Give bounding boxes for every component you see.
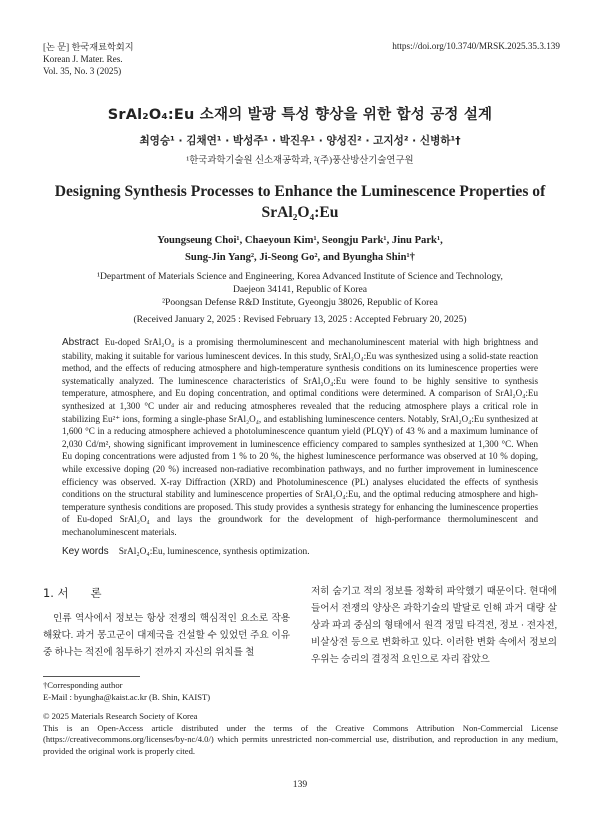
license-text: This is an Open-Access article distributed under the terms of the Creative Commons Attribution Non-Commercial License (https://creativecommons.org/licenses/by-nc/4.0/) which permits unrestricted non-commercial use, distribution, and reproduction in any medium, provided the original work is properly cited.: [43, 722, 558, 756]
abstract-label: Abstract: [62, 337, 99, 348]
keywords-text: SrAl₂O₄:Eu, luminescence, synthesis optimization.: [118, 547, 310, 557]
footnote-divider: [43, 676, 140, 677]
doi-link[interactable]: https://doi.org/10.3740/MRSK.2025.35.3.139: [392, 41, 560, 51]
english-title-line1: Designing Synthesis Processes to Enhance the Luminescence Properties of: [54, 183, 546, 200]
english-authors-line2: Sung-Jin Yang², Ji-Seong Go², and Byungha Shin¹†: [185, 252, 415, 263]
abstract-text: Eu-doped SrAl₂O₄ is a promising thermoluminescent and mechanoluminescent material with high brightness and stability, making it suitable for various luminescent devices. In this study, SrAl₂O₄:Eu was synthesized using a solid-state reaction method, and the effects of reducing atmosphere and high-temperature synthesis conditions on its luminescence properties were systematically analyzed. The luminescence characteristics of SrAl₂O₄:Eu were found to be highly sensitive to synthesis temperature, atmosphere, and Eu doping concentration, and optimal conditions were determined. A comparison of SrAl₂O₄:Eu synthesized at 1,300 °C under air and reducing atmospheres revealed that the reducing atmosphere plays a critical role in stabilizing Eu²⁺ ions, forming a single-phase SrAl₂O₄, and establishing luminescence centers. Notably, SrAl₂O₄:Eu synthesized at 1,600 °C in a reducing atmosphere achieved a photoluminescence quantum yield (PLQY) of 43 % and a maximum luminance of 2,030 Cd/m², showing significant improvement in luminescence efficiency compared to samples synthesized at 1,300 °C. When Eu doping concentrations were adjusted from 1 % to 20 %, the highest luminescence performance was observed at 10 % doping, while excessive doping (20 %) increased non-radiative recombination pathways, and no further improvement in luminescence efficiency was observed. X-ray Diffraction (XRD) and Photoluminescence (PL) analyses elucidated the effects of synthesis conditions on the structural stability and luminescence properties of SrAl₂O₄:Eu, and the optimal reducing atmosphere and high-temperature synthesis conditions are proposed. This study provides a synthesis strategy for enhancing the luminescence properties of Eu-doped SrAl₂O₄ and lays the groundwork for the development of high-performance thermoluminescent and mechanoluminescent materials.: [62, 337, 538, 537]
korean-affiliation: ¹한국과학기술원 신소재공학과, ²(주)풍산방산기술연구원: [186, 156, 414, 166]
corresponding-author: †Corresponding author: [43, 680, 123, 690]
journal-en: Korean J. Mater. Res.: [43, 54, 123, 64]
journal-header: [43, 41, 134, 77]
keywords-label: Key words: [62, 546, 109, 557]
body-column-right: 저히 숨기고 적의 정보를 정확히 파악했기 때문이다. 현대에 들어서 전쟁의 양상은 과학기술의 발달로 인해 과거 대량 살상과 파괴 중심의 형태에서 원격 정밀 타격전, 정보 · 전자전, 비살상전 등으로 변화하고 있다. 이러한 변화 속에서 정보의 우위는 승리의 결정적 요인으로 자리 잡았으: [311, 586, 557, 665]
received-dates: (Received January 2, 2025 : Revised February 13, 2025 : Accepted February 20, 2025): [133, 314, 467, 325]
affiliation-1-address: Daejeon 34141, Republic of Korea: [232, 284, 367, 295]
korean-title: SrAl₂O₄:Eu 소재의 발광 특성 향상을 위한 합성 공정 설계: [107, 107, 493, 123]
section-number: 1. 서: [43, 586, 69, 600]
english-title: [20, 181, 580, 223]
page-number: 139: [292, 779, 308, 790]
english-title-line2: SrAl₂O₄:Eu: [261, 204, 339, 221]
body-column-left: 인류 역사에서 정보는 항상 전쟁의 핵심적인 요소로 작용해왔다. 과거 몽고군이 대제국을 건설할 수 있었던 주요 이유 중 하나는 적진에 침투하기 전까지 자신의 위치를 철: [43, 613, 290, 658]
copyright-line: © 2025 Materials Research Society of Korea: [43, 711, 198, 721]
english-authors-line1: Youngseung Choi¹, Chaeyoun Kim¹, Seongju Park¹, Jinu Park¹,: [157, 235, 443, 246]
korean-authors: 최영승¹ · 김채연¹ · 박성주¹ · 박진우¹ · 양성진² · 고지성² · 신병하¹†: [139, 135, 461, 147]
english-affiliations: [20, 270, 580, 309]
affiliation-2: ²Poongsan Defense R&D Institute, Gyeongju 38026, Republic of Korea: [162, 297, 438, 308]
affiliation-1: ¹Department of Materials Science and Engineering, Korea Advanced Institute of Science and Technology,: [97, 271, 503, 282]
section-heading: [43, 585, 102, 601]
keywords: [62, 546, 538, 557]
footnote: [43, 680, 210, 703]
english-authors: [20, 232, 580, 266]
section-word: 론: [90, 586, 102, 600]
volume-info: Vol. 35, No. 3 (2025): [43, 66, 122, 76]
copyright-notice: [43, 711, 558, 757]
author-email: E-Mail : byungha@kaist.ac.kr (B. Shin, KAIST): [43, 691, 211, 702]
abstract: [62, 336, 538, 539]
journal-kr: [논 문] 한국재료학회지: [43, 42, 134, 52]
